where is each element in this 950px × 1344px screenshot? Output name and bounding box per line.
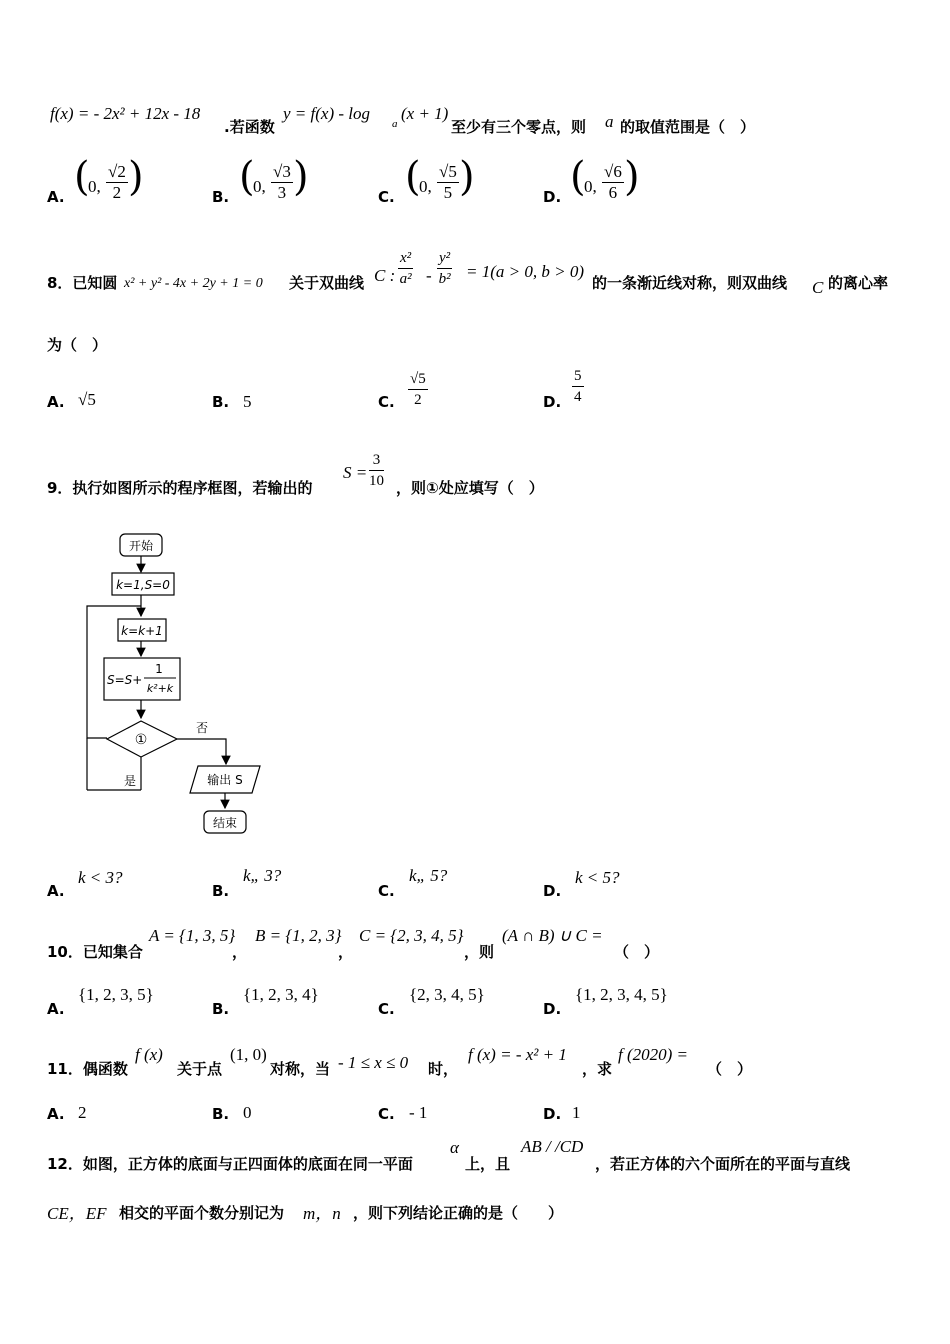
- q7-tail2: 的取值范围是（ ）: [620, 118, 756, 136]
- q10-option-d[interactable]: {1, 2, 3, 4, 5}: [575, 985, 668, 1004]
- q10-lead: 10．已知集合: [47, 943, 143, 961]
- q11-option-a-letter[interactable]: A.: [47, 1105, 65, 1123]
- q10-option-b[interactable]: {1, 2, 3, 4}: [243, 985, 319, 1004]
- q11-range: - 1 ≤ x ≤ 0: [338, 1053, 409, 1072]
- q9-option-a-letter[interactable]: A.: [47, 882, 65, 900]
- q11-def: f (x) = - x² + 1: [468, 1045, 567, 1064]
- q7-fx: f(x) = - 2x² + 12x - 18: [50, 104, 201, 123]
- q8-lead: 8．已知圆: [47, 274, 118, 292]
- q9-option-c-letter[interactable]: C.: [378, 882, 395, 900]
- flow-inc-label: k=k+1: [121, 624, 163, 638]
- q8-option-b[interactable]: 5: [243, 392, 252, 411]
- q12-ce-ef: CE，EF: [47, 1204, 107, 1223]
- q8-tail2: 的离心率: [828, 274, 889, 292]
- flow-no-label: 否: [196, 721, 209, 735]
- flow-end-label: 结束: [212, 816, 238, 830]
- q8-circle: x² + y² - 4x + 2y + 1 = 0: [124, 276, 263, 291]
- q7-yfx: y = f(x) - log: [283, 104, 370, 123]
- q7-text: .若函数: [224, 118, 275, 136]
- q8-C: C :: [374, 266, 396, 285]
- q11-option-c[interactable]: - 1: [409, 1103, 428, 1122]
- flow-sum-den: k²+k: [146, 682, 174, 695]
- q11-option-b-letter[interactable]: B.: [212, 1105, 230, 1123]
- q11-option-a[interactable]: 2: [78, 1103, 87, 1122]
- flow-sum-left: S=S+: [107, 673, 143, 687]
- q7-option-c-letter[interactable]: C.: [378, 188, 395, 206]
- q10-option-c-letter[interactable]: C.: [378, 1000, 395, 1018]
- flow-cond-label: ①: [134, 732, 148, 748]
- q8-option-d[interactable]: $\frac{5}{4}$: [574, 368, 582, 405]
- flow-start-label: 开始: [128, 539, 154, 553]
- q10-option-d-letter[interactable]: D.: [543, 1000, 562, 1018]
- q11-fx: f (x): [135, 1045, 163, 1064]
- q11-option-d[interactable]: 1: [572, 1103, 581, 1122]
- q10-option-b-letter[interactable]: B.: [212, 1000, 230, 1018]
- q8-option-b-letter[interactable]: B.: [212, 393, 230, 411]
- flowchart: [80, 528, 280, 840]
- q11-lead: 11．偶函数: [47, 1060, 128, 1078]
- q10-C: C = {2, 3, 4, 5}: [359, 926, 464, 945]
- q12-mn: m，n: [303, 1204, 341, 1223]
- q8-option-c-letter[interactable]: C.: [378, 393, 395, 411]
- q11-option-b[interactable]: 0: [243, 1103, 252, 1122]
- flow-yes-label: 是: [124, 774, 137, 788]
- q9-option-c[interactable]: k„ 5?: [409, 866, 448, 885]
- q8-tail: 的一条渐近线对称，则双曲线: [592, 274, 788, 292]
- q11-option-d-letter[interactable]: D.: [543, 1105, 562, 1123]
- q7-a: a: [605, 112, 614, 131]
- flow-init-label: k=1,S=0: [116, 578, 170, 592]
- q9-tail: ，则①处应填写（ ）: [396, 479, 544, 497]
- q7-option-a-letter[interactable]: A.: [47, 188, 65, 206]
- q10-B: B = {1, 2, 3}: [255, 926, 342, 945]
- q10-expr: (A ∩ B) ∪ C =: [502, 926, 603, 945]
- q12-lead: 12．如图，正方体的底面与正四面体的底面在同一平面: [47, 1155, 413, 1173]
- q9-option-b[interactable]: k„ 3?: [243, 866, 282, 885]
- q12-par: AB / /CD: [521, 1137, 584, 1156]
- q8-eq: = 1(a > 0, b > 0): [466, 262, 584, 281]
- q9-option-d[interactable]: k < 5?: [575, 868, 620, 887]
- q7-option-d-letter[interactable]: D.: [543, 188, 562, 206]
- q8-option-c[interactable]: $\frac{√5}{2}$: [410, 371, 426, 408]
- q12-alpha: α: [450, 1138, 459, 1157]
- q8-C2: C: [812, 278, 824, 297]
- q11-ask: f (2020) =: [618, 1045, 689, 1064]
- q11-option-c-letter[interactable]: C.: [378, 1105, 395, 1123]
- q9-option-d-letter[interactable]: D.: [543, 882, 562, 900]
- q10-A: A = {1, 3, 5}: [149, 926, 236, 945]
- q7-sub: a: [392, 118, 398, 130]
- q9-S: S =: [343, 463, 368, 482]
- flow-sum-num: 1: [155, 662, 163, 676]
- q8-option-a[interactable]: √5: [78, 390, 96, 409]
- q7-tail: 至少有三个零点，则: [451, 118, 587, 136]
- q10-option-a[interactable]: {1, 2, 3, 5}: [78, 985, 154, 1004]
- q9-option-a[interactable]: k < 3?: [78, 868, 123, 887]
- q8-line2: 为（ ）: [47, 336, 108, 354]
- flow-output-label: 输出 S: [207, 773, 243, 787]
- q7-xp1: (x + 1): [401, 104, 449, 123]
- q9-lead: 9．执行如图所示的程序框图，若输出的: [47, 479, 313, 497]
- q11-pt: (1, 0): [230, 1045, 267, 1064]
- q8-option-d-letter[interactable]: D.: [543, 393, 562, 411]
- q8-mid: 关于双曲线: [289, 274, 365, 292]
- q10-option-a-letter[interactable]: A.: [47, 1000, 65, 1018]
- q10-option-c[interactable]: {2, 3, 4, 5}: [409, 985, 485, 1004]
- q7-option-b-letter[interactable]: B.: [212, 188, 230, 206]
- q8-option-a-letter[interactable]: A.: [47, 393, 65, 411]
- q9-option-b-letter[interactable]: B.: [212, 882, 230, 900]
